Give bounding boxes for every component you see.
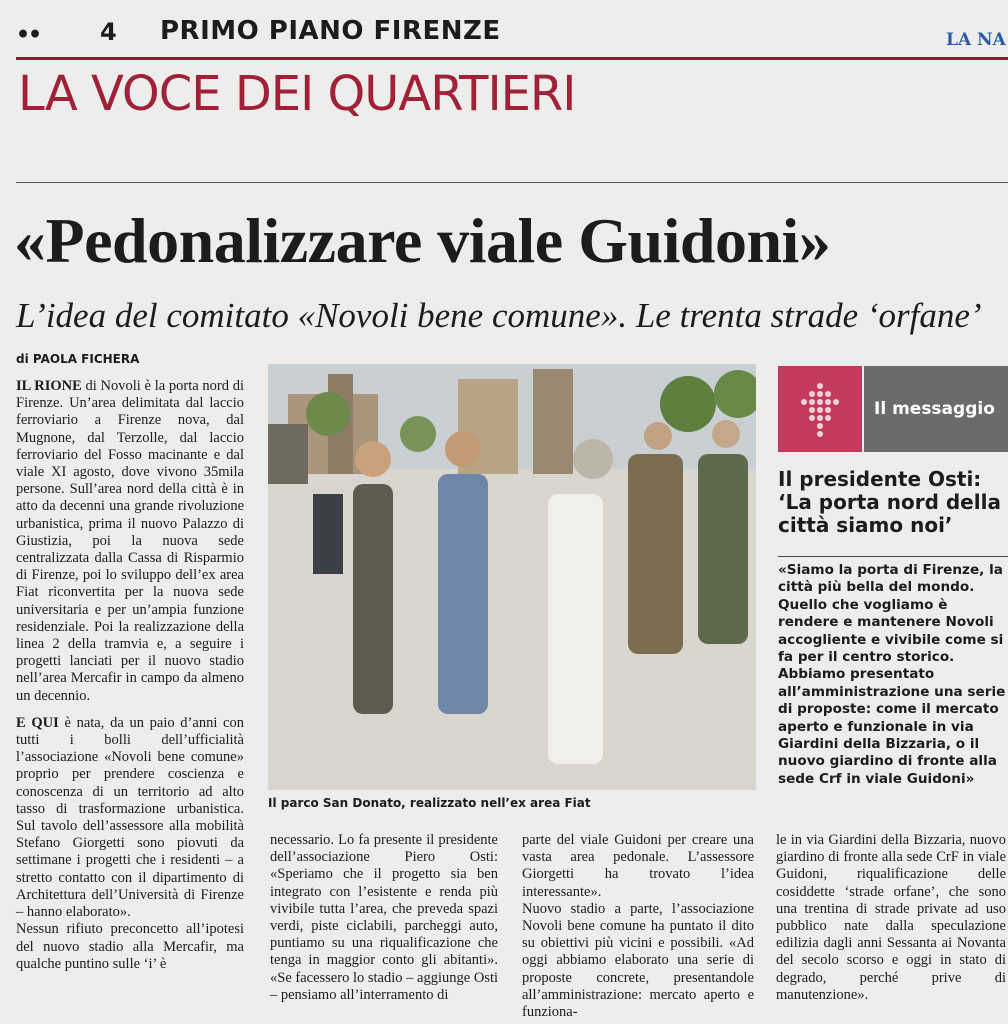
dots-logo-icon [778, 366, 862, 452]
page-dots: •• [16, 22, 41, 48]
subheadline: L’idea del comitato «Novoli bene comune». Le trenta strade ‘orfane’ [16, 296, 982, 335]
sidebar-title: Il presidente Osti: ‘La porta nord della città siamo noi’ [778, 467, 1001, 537]
paragraph-text: le in via Giardini della Bizzaria, nuovo giardino di fronte alla sede CrF in viale Guidoni, riqualificazione delle cosiddette ‘strade orfane’, che sono una trentina di strade private ad uso pubblico nate dalla speculazione edilizia dagli anni Sessanta ai Novanta del secolo scorso e oggi in stato di degrado, perché prive di manutenzione». [776, 832, 1006, 1003]
kicker: LA VOCE DEI QUARTIERI [18, 66, 576, 122]
byline: di PAOLA FICHERA [16, 352, 140, 366]
paragraph-lead: IL RIONE [16, 378, 82, 394]
paragraph-text: necessario. Lo fa presente il presidente dell’associazione Piero Osti: «Speriamo che il progetto sia ben integrato con l’esistente e renda più vivibile tutta l’area, che preveda spazi verdi, piste ciclabili, parcheggi auto, puntiamo su una riqualificazione che tenga in maggior conto gli abitanti». «Se facessero lo stadio – aggiunge Osti – pensiamo all’interramento di [270, 832, 498, 1003]
sidebar-quote: «Siamo la porta di Firenze, la città più bella del mondo. Quello che vogliamo è rendere e mantenere Novoli accogliente e vivibile come si fa per il centro storico. Abbiamo presentato all’amministrazione una serie di proposte: come il mercato aperto e funzionale in via Giardini della Bizzaria, o il nuovo giardino di fronte alla sede Crf in viale Guidoni» [778, 562, 1006, 787]
paragraph-3: Nessun rifiuto preconcetto all’ipotesi del nuovo stadio alla Mercafir, ma qualche puntino sulle ‘i’ è [16, 921, 244, 972]
article-photo [268, 364, 756, 790]
kicker-rule [16, 182, 1008, 183]
park-photo-illustration [268, 364, 756, 790]
article-column-3 [522, 832, 754, 1021]
article-column-4 [776, 832, 1006, 1004]
paragraph-text: di Novoli è la porta nord di Firenze. Un’area delimitata dal laccio ferroviario a Firenze nova, dal Mugnone, dal Terzolle, dal laccio ferroviario del Fosso macinante e dal viale XI agosto, dove vivono 35mila persone. Sull’area nord della città è in atto da decenni una grande rivoluzione urbanistica, prima il nuovo Palazzo di Giustizia, poi la nuova sede centralizzata dalla Cassa di Risparmio di Firenze, poi lo sviluppo dell’ex area Fiat riconvertita per la nuova sede universitaria e per un’ampia funzione residenziale. Poi la realizzazione della linea 2 della tramvia e, a seguire i progetti lanciati per il nuovo stadio nell’area Mercafir in campo da almeno un decennio. [16, 378, 244, 704]
paragraph-text: è nata, da un paio d’anni con tutti i bolli dell’ufficialità l’associazione «Novoli bene comune» proprio per prendere coscienza e conoscenza di un territorio ad alto tasso di trasformazione urbanistica. Sul tavolo dell’assessore alla mobilità Stefano Giorgetti sono piovuti da settimane i progetti che i residenti – a stretto contatto con il dipartimento di Architettura dell’Università di Firenze – hanno elaborato». [16, 714, 244, 921]
paragraph-lead: E QUI [16, 714, 59, 731]
header-rule [16, 57, 1008, 60]
article-column-2 [270, 832, 498, 1004]
sidebar-rule [778, 556, 1008, 557]
paragraph-text: Nuovo stadio a parte, l’associazione Novoli bene comune ha puntato il dito su obiettivi più vicini e possibili. «Ad oggi abbiamo elaborato una serie di proposte concrete, presentandole all’amministrazione: mercato aperto e funziona- [522, 900, 754, 1021]
headline: «Pedonalizzare viale Guidoni» [14, 205, 831, 276]
photo-caption: Il parco San Donato, realizzato nell’ex area Fiat [268, 796, 591, 810]
paragraph-1 [16, 378, 244, 705]
masthead-fragment: LA NA [946, 30, 1006, 50]
article-column-1 [16, 378, 244, 973]
messaggio-logo [778, 366, 862, 452]
paragraph-text: parte del viale Guidoni per creare una vasta area pedonale. L’assessore Giorgetti ha trovato l’idea interessante». [522, 832, 754, 900]
messaggio-banner: Il messaggio [864, 366, 1008, 452]
paragraph-2 [16, 715, 244, 921]
section-title: PRIMO PIANO FIRENZE [160, 16, 501, 46]
page-number: 4 [100, 18, 117, 46]
